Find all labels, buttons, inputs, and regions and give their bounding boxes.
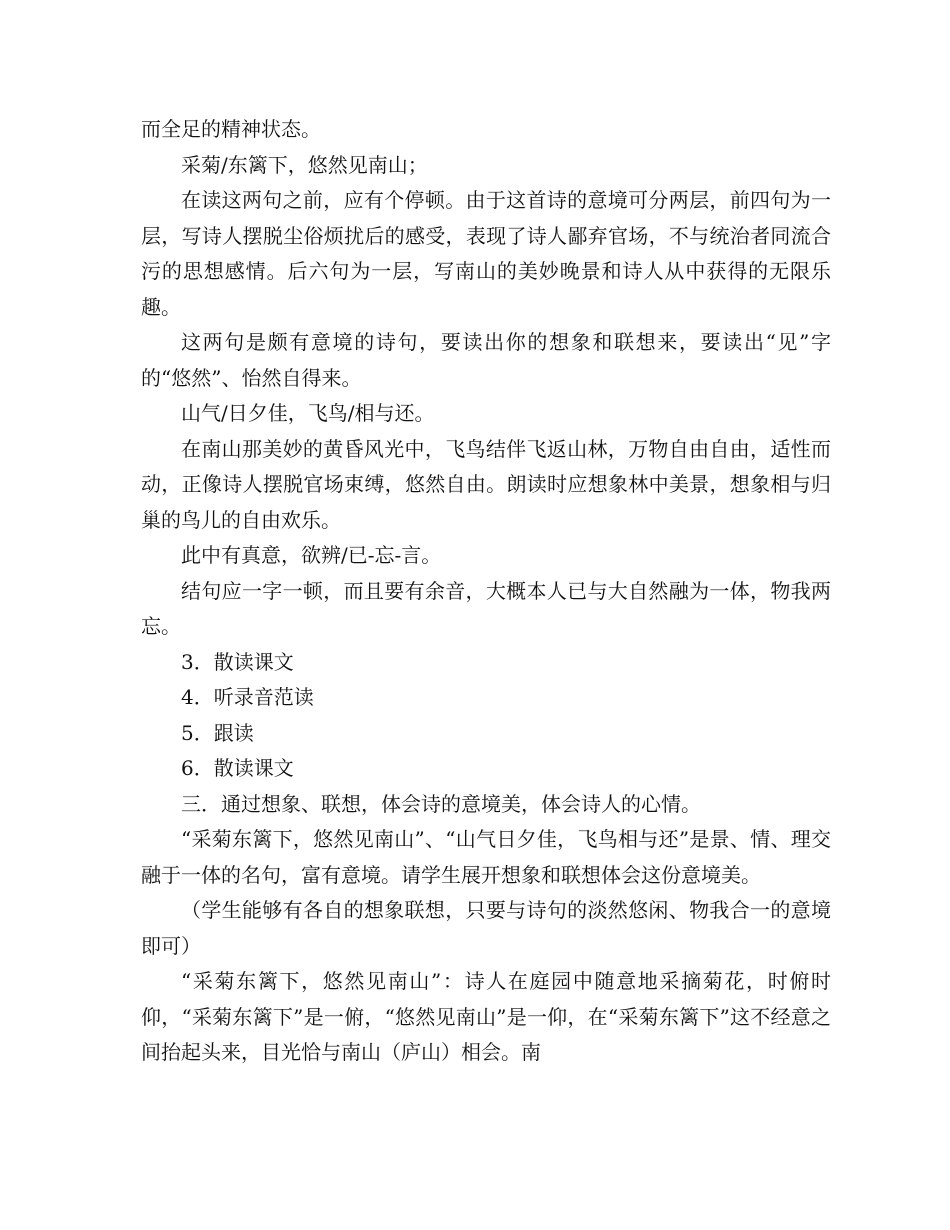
section-heading-3: 三．通过想象、联想，体会诗的意境美，体会诗人的心情。 — [181, 791, 701, 816]
paragraph-dusk-scene: 在南山那美妙的黄昏风光中，飞鸟结伴飞返山林，万物自由自由，适性而动，正像诗人摆脱官场束缚，悠然自由。朗读时应想象林中美景，想象相与归巢的鸟儿的自由欢乐。 — [141, 436, 831, 532]
list-item-5: 5．跟读 — [181, 720, 254, 745]
paragraph-pause-explanation: 在读这两句之前，应有个停顿。由于这首诗的意境可分两层，前四句为一层，写诗人摆脱尘俗烦扰后的感受，表现了诗人鄙弃官场，不与统治者同流合污的思想感情。后六句为一层，写南山的美妙晚景和诗人从中获得的无限乐趣。 — [141, 188, 831, 319]
list-item-3: 3．散读课文 — [181, 649, 294, 674]
list-item-6: 6．散读课文 — [181, 756, 294, 780]
paragraph-analysis: “采菊东篱下，悠然见南山”：诗人在庭园中随意地采摘菊花，时俯时仰，“采菊东篱下”是一俯，“悠然见南山”是一仰，在“采菊东篱下”这不经意之间抬起头来，目光恰与南山（庐山）相会。南 — [141, 969, 831, 1064]
poem-line-caiju: 采菊/东篱下，悠然见南山； — [181, 152, 428, 177]
paragraph-student-note: （学生能够有各自的想象联想，只要与诗句的淡然悠闲、物我合一的意境即可） — [141, 898, 831, 958]
list-item-4: 4．听录音范读 — [181, 685, 314, 709]
paragraph-final-line: 结句应一字一顿，而且要有余音，大概本人已与大自然融为一体，物我两忘。 — [141, 578, 831, 638]
poem-line-shanqi: 山气/日夕佳，飞鸟/相与还。 — [181, 401, 435, 425]
poem-line-zhenyi: 此中有真意，欲辨/已-忘-言。 — [181, 543, 442, 567]
paragraph-imagery-reading: 这两句是颇有意境的诗句，要读出你的想象和联想来，要读出“见”字的“悠然”、怡然自得来。 — [141, 330, 831, 390]
document-body — [141, 112, 831, 1071]
paragraph-famous-lines: “采菊东篱下，悠然见南山”、“山气日夕佳，飞鸟相与还”是景、情、理交融于一体的名句，富有意境。请学生展开想象和联想体会这份意境美。 — [141, 827, 831, 887]
paragraph-continuation: 而全足的精神状态。 — [141, 117, 321, 141]
